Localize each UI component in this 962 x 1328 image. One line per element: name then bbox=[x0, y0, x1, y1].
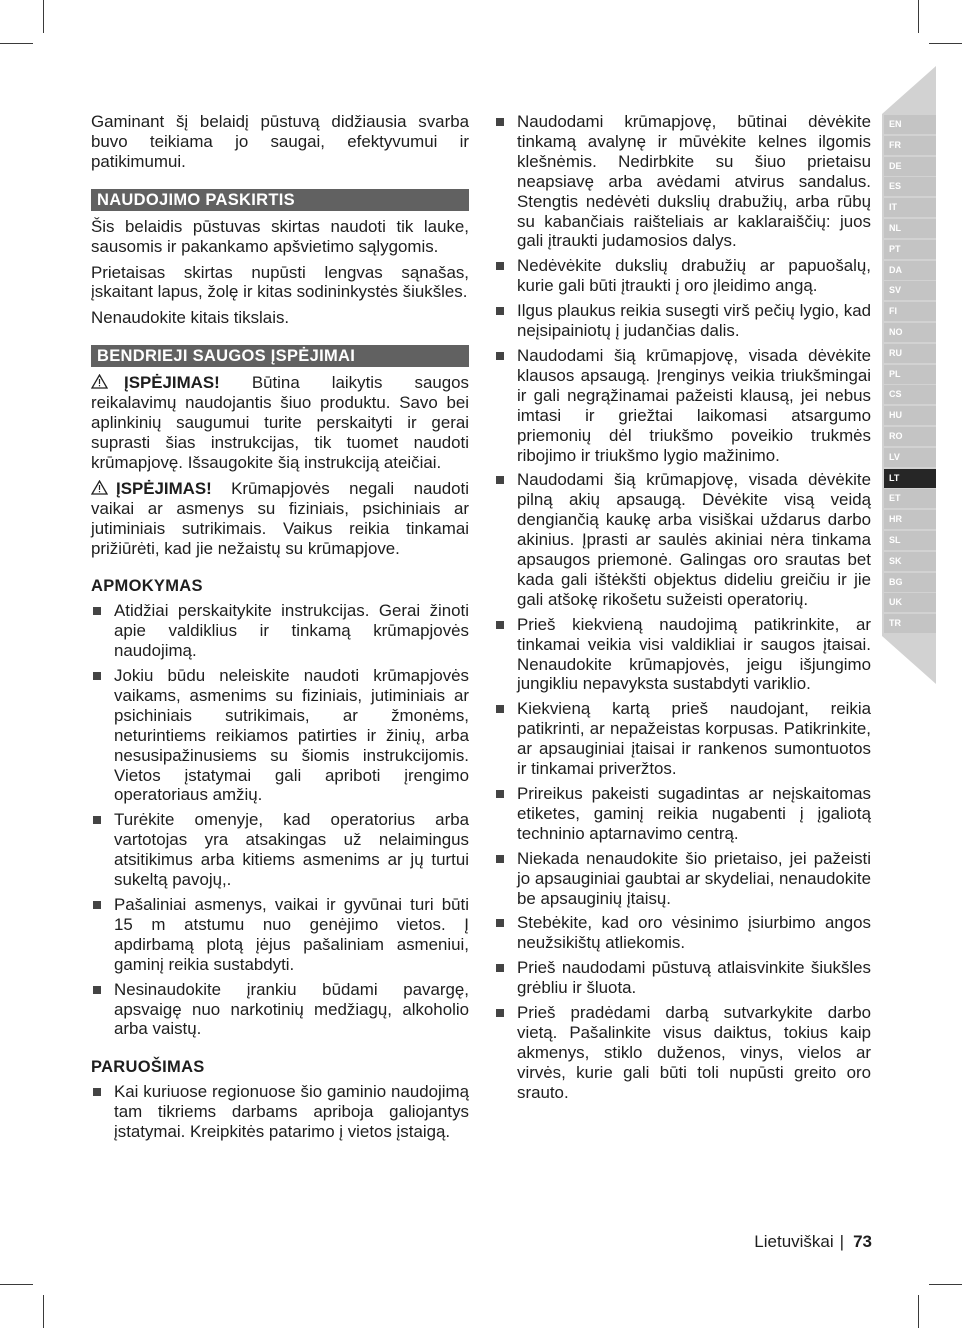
warning-paragraph bbox=[91, 479, 469, 559]
crop-mark bbox=[0, 1284, 33, 1285]
bullet-square-icon bbox=[93, 1088, 101, 1096]
language-tab-bg: BG bbox=[884, 573, 936, 592]
bullet-square-icon bbox=[93, 672, 101, 680]
intro-paragraph: Gaminant šį belaidį pūstuvą didžiausia svarba buvo teikiama jo saugai, efektyvumui ir patikimumui. bbox=[91, 112, 469, 171]
language-tab-sk: SK bbox=[884, 552, 936, 571]
language-tab-hu: HU bbox=[884, 406, 936, 425]
list-item: Prireikus pakeisti sugadintas ar neįskaitomas etiketes, gaminį reikia nugabenti į įgaliotą techninio aptarnavimo centrą. bbox=[494, 784, 871, 844]
bullet-square-icon bbox=[496, 262, 504, 270]
crop-mark bbox=[918, 0, 919, 33]
crop-mark bbox=[0, 43, 33, 44]
list-item: Pašaliniai asmenys, vaikai ir gyvūnai turi būti 15 m atstumu nuo genėjimo vietos. Į apdirbamą plotą įėjus pašaliniam asmeniui, gaminį reikia sustabdyti. bbox=[91, 895, 469, 975]
safety-list bbox=[494, 112, 871, 1103]
warning-paragraph bbox=[91, 373, 469, 473]
bullet-square-icon bbox=[496, 1009, 504, 1017]
bullet-square-icon bbox=[496, 307, 504, 315]
list-item: Naudodami krūmapjovę, būtinai dėvėkite tinkamą avalynę ir mūvėkite kelnes ilgomis klešnėmis. Nedirbkite su šiuo prietaisu neapsiavę arba avėdami atvirus sandalus. Stengtis nedėvėti dukslių drabužių, arba rūbų su kabančiais raišteliais ar kaklaraiščių: juos gali įtraukti judamosios dalys. bbox=[494, 112, 871, 251]
list-item: Kai kuriuose regionuose šio gaminio naudojimą tam tikriems darbams apriboja galiojantys įstatymai. Kreipkitės patarimo į vietos įstaigą. bbox=[91, 1082, 469, 1142]
bullet-square-icon bbox=[93, 901, 101, 909]
crop-mark bbox=[43, 0, 44, 33]
language-tab-fr: FR bbox=[884, 136, 936, 155]
language-tab-nl: NL bbox=[884, 219, 936, 238]
warning-triangle-icon bbox=[91, 480, 108, 495]
warning-label: ĮSPĖJIMAS! bbox=[116, 478, 212, 498]
subheading-training: APMOKYMAS bbox=[91, 577, 203, 596]
subheading-preparation: PARUOŠIMAS bbox=[91, 1058, 205, 1077]
language-tab-en: EN bbox=[884, 115, 936, 134]
warning-text: Krūmapjovės negali naudoti vaikai ar asmenys su fiziniais, psichiniais ar jutiminiais sutrikimais. Vaikus reikia tinkamai prižiūrėti, kad jie nežaistų su krūmapjove. bbox=[91, 478, 469, 558]
language-tab-ro: RO bbox=[884, 427, 936, 446]
language-tab-fi: FI bbox=[884, 302, 936, 321]
bullet-square-icon bbox=[496, 855, 504, 863]
page-number: 73 bbox=[853, 1232, 872, 1251]
crop-mark bbox=[929, 1284, 962, 1285]
bullet-square-icon bbox=[496, 352, 504, 360]
list-item: Turėkite omenyje, kad operatorius arba vartotojas yra atsakingas už nelaimingus atsitikimus arba kitiems asmenims ar jų turtui sukeltą pavojų,. bbox=[91, 810, 469, 890]
list-item: Naudodami šią krūmapjovę, visada dėvėkite pilną akių apsaugą. Dėvėkite visą veidą dengiančią kaukę arba visiškai uždarus darbo akinius. Įprasti ar saulės akiniai nėra tinkama apsaugos priemonė. Galingas oro srautas bet kada gali ištėkšti objektus dideliu greičiu ir jie gali atšokę rikošetu sužeisti operatorių. bbox=[494, 470, 871, 609]
page-footer bbox=[600, 1232, 872, 1252]
language-tab-et: ET bbox=[884, 489, 936, 508]
language-tab-pl: PL bbox=[884, 365, 936, 384]
list-item: Prieš kiekvieną naudojimą patikrinkite, ar tinkamai veikia visi valdikliai ir saugos įtaisai. Nenaudokite krūmapjovės, jeigu išjungimo jungikliu nepavyksta sustabdyti variklio. bbox=[494, 615, 871, 695]
language-index bbox=[884, 115, 936, 635]
section-heading-safety-warnings: BENDRIEJI SAUGOS ĮSPĖJIMAI bbox=[91, 345, 469, 367]
warning-text: Būtina laikytis saugos reikalavimų naudojantis šiuo produktu. Savo bei aplinkinių saugumui turite perskaityti ir gerai suprasti šias instrukcijas, tik tuomet naudoti krūmapjovę. Išsaugokite šią instrukciją ateičiai. bbox=[91, 373, 469, 472]
list-item: Naudodami šią krūmapjovę, visada dėvėkite klausos apsaugą. Įrenginys veikia triukšmingai ir gali negrąžinamai pažeisti klausą, jei nebus imtasi ir griežtai laikomasi atsargumo priemonių dėl triukšmo poveikio trukmės ribojimo ir triukšmo lygio mažinimo. bbox=[494, 346, 871, 465]
training-list bbox=[91, 601, 469, 1039]
list-item: Niekada nenaudokite šio prietaiso, jei pažeisti jo apsauginiai gaubtai ar skydeliai, nenaudokite be apsauginių įtaisų. bbox=[494, 849, 871, 909]
language-tab-hr: HR bbox=[884, 510, 936, 529]
language-tab-lt: LT bbox=[884, 469, 936, 488]
list-item: Nesinaudokite įrankiu būdami pavargę, apsvaigę nuo narkotinių medžiagų, alkoholio arba vaistų. bbox=[91, 980, 469, 1040]
bullet-square-icon bbox=[496, 705, 504, 713]
list-item: Stebėkite, kad oro vėsinimo įsiurbimo angos neužsikištų atliekomis. bbox=[494, 913, 871, 953]
footer-separator: | bbox=[839, 1232, 845, 1251]
preparation-list bbox=[91, 1082, 469, 1142]
language-tab-sl: SL bbox=[884, 531, 936, 550]
list-item: Prieš pradėdami darbą sutvarkykite darbo vietą. Pašalinkite visus daiktus, tokius kaip akmenys, stiklo duženos, vinys, vielos ar virvės, kurie gali būti toli nupūsti greito oro srauto. bbox=[494, 1003, 871, 1103]
bullet-square-icon bbox=[93, 607, 101, 615]
right-column bbox=[494, 112, 871, 1108]
section-heading-intended-use: NAUDOJIMO PASKIRTIS bbox=[91, 189, 469, 211]
bullet-square-icon bbox=[496, 118, 504, 126]
bullet-square-icon bbox=[496, 621, 504, 629]
language-tab-tr: TR bbox=[884, 614, 936, 633]
language-tab-da: DA bbox=[884, 261, 936, 280]
language-tab-it: IT bbox=[884, 198, 936, 217]
warning-triangle-icon bbox=[91, 374, 108, 389]
crop-mark bbox=[918, 1295, 919, 1328]
footer-language: Lietuviškai bbox=[754, 1232, 834, 1251]
bullet-square-icon bbox=[496, 919, 504, 927]
language-tab-pt: PT bbox=[884, 240, 936, 259]
language-tab-uk: UK bbox=[884, 593, 936, 612]
bullet-square-icon bbox=[496, 964, 504, 972]
list-item: Atidžiai perskaitykite instrukcijas. Gerai žinoti apie valdiklius ir tinkamą krūmapjovės naudojimą. bbox=[91, 601, 469, 661]
paragraph: Šis belaidis pūstuvas skirtas naudoti tik lauke, sausomis ir pakankamo apšvietimo sąlygomis. bbox=[91, 216, 469, 256]
list-item: Kiekvieną kartą prieš naudojant, reikia patikrinti, ar nepažeistas korpusas. Patikrinkite, ar apsauginiai įtaisai ir rankenos sumontuotos ir tinkamai priveržtos. bbox=[494, 699, 871, 779]
warning-label: ĮSPĖJIMAS! bbox=[124, 373, 220, 393]
paragraph: Prietaisas skirtas nupūsti lengvas sąnašas, įskaitant lapus, žolę ir kitas sodininkystės šiukšles. bbox=[91, 262, 469, 302]
crop-mark bbox=[43, 1295, 44, 1328]
language-tab-cs: CS bbox=[884, 385, 936, 404]
list-item: Nedėvėkite dukslių drabužių ar papuošalų, kurie gali būti įtraukti į oro įleidimo angą. bbox=[494, 256, 871, 296]
bullet-square-icon bbox=[93, 816, 101, 824]
language-tab-lv: LV bbox=[884, 448, 936, 467]
language-tab-no: NO bbox=[884, 323, 936, 342]
language-tab-es: ES bbox=[884, 177, 936, 196]
list-item: Ilgus plaukus reikia susegti virš pečių lygio, kad neįsipainiotų į judančias dalis. bbox=[494, 301, 871, 341]
language-tab-sv: SV bbox=[884, 281, 936, 300]
bullet-square-icon bbox=[93, 986, 101, 994]
bullet-square-icon bbox=[496, 790, 504, 798]
language-tab-de: DE bbox=[884, 157, 936, 176]
bullet-square-icon bbox=[496, 476, 504, 484]
crop-mark bbox=[929, 43, 962, 44]
left-column bbox=[91, 112, 469, 1147]
language-tab-ru: RU bbox=[884, 344, 936, 363]
paragraph: Nenaudokite kitais tikslais. bbox=[91, 308, 290, 328]
list-item: Prieš naudodami pūstuvą atlaisvinkite šiukšles grėbliu ir šluota. bbox=[494, 958, 871, 998]
list-item: Jokiu būdu neleiskite naudoti krūmapjovės vaikams, asmenims su fiziniais, jutiminiais ar psichiniais sutrikimais, ar žmonėms, neturintiems reikiamos patirties ir žinių, arba nesusipažinusiems su šiomis instrukcijomis. Vietos įstatymai gali apriboti įrengimo operatoriaus amžių. bbox=[91, 666, 469, 805]
